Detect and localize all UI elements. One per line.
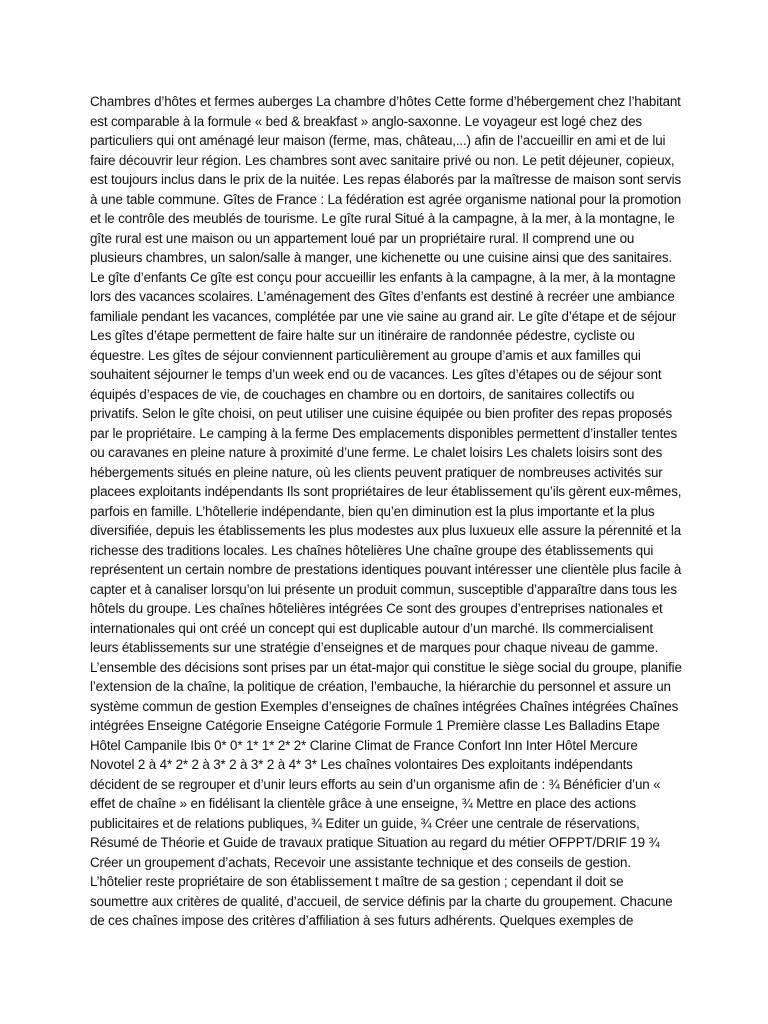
body-paragraph: Chambres d’hôtes et fermes auberges La chambre d’hôtes Cette forme d’hébergement chez l’habitant est comparable à la formule « bed & breakfast » anglo-saxonne. Le voyageur est logé chez des particuliers qui ont aménagé leur maison (ferme, mas, château,...) afin de l’accueillir en ami et de lui faire découvrir leur région. Les chambres sont avec sanitaire privé ou non. Le petit déjeuner, copieux, est toujours inclus dans le prix de la nuitée. Les repas élaborés par la maîtresse de maison sont servis à une table commune. Gîtes de France : La fédération est agrée organisme national pour la promotion et le contrôle des meublés de tourisme. Le gîte rural Situé à la campagne, à la mer, à la montagne, le gîte rural est une maison ou un appartement loué par un propriétaire rural. Il comprend une ou plusieurs chambres, un salon/salle à manger, une kichenette ou une cuisine ainsi que des sanitaires. Le gîte d’enfants Ce gîte est conçu pour accueillir les enfants à la campagne, à la mer, à la montagne lors des vacances scolaires. L’aménagement des Gîtes d’enfants est destiné à recréer une ambiance familiale pendant les vacances, complétée par une vie saine au grand air. Le gîte d’étape et de séjour Les gîtes d’étape permettent de faire halte sur un itinéraire de randonnée pédestre, cycliste ou équestre. Les gîtes de séjour conviennent particulièrement au groupe d’amis et aux familles qui souhaitent séjourner le temps d’un week end ou de vacances. Les gîtes d’étapes ou de séjour sont équipés d’espaces de vie, de couchages en chambre ou en dortoirs, de sanitaires collectifs ou privatifs. Selon le gîte choisi, on peut utiliser une cuisine équipée ou bien profiter des repas proposés par le propriétaire. Le camping à la ferme Des emplacements disponibles permettent d’installer tentes ou caravanes en pleine nature à proximité d’une ferme. Le chalet loisirs Les chalets loisirs sont des hébergements situés en pleine nature, où les clients peuvent pratiquer de nombreuses activités sur placees exploitants indépendants Ils sont propriétaires de leur établissement qu’ils gèrent eux-mêmes, parfois en famille. L’hôtellerie indépendante, bien qu’en diminution est la plus importante et la plus diversifiée, depuis les établissements les plus modestes aux plus luxueux elle assure la pérennité et la richesse des traditions locales. Les chaînes hôtelières Une chaîne groupe des établissements qui représentent un certain nombre de prestations identiques pouvant intéresser une clientèle plus facile à capter et à canaliser lorsqu’on lui présente un produit commun, susceptible d’apparaître dans tous les hôtels du groupe. Les chaînes hôtelières intégrées Ce sont des groupes d’entreprises nationales et internationales qui ont créé un concept qui est duplicable autour d’un marché. Ils commercialisent leurs établissements sur une stratégie d’enseignes et de marques pour chaque niveau de gamme. L’ensemble des décisions sont prises par un état-major qui constitue le siège social du groupe, planifie l’extension de la chaîne, la politique de création, l’embauche, la hiérarchie du personnel et assure un système commun de gestion Exemples d’enseignes de chaînes intégrées Chaînes intégrées Chaînes intégrées Enseigne Catégorie Enseigne Catégorie Formule 1 Première classe Les Balladins Etape Hôtel Campanile Ibis 0* 0* 1* 1* 2* 2* Clarine Climat de France Confort Inn Inter Hôtel Mercure Novotel 2 à 4* 2* 2 à 3* 2 à 3* 2 à 4* 3* Les chaînes volontaires Des exploitants indépendants décident de se regrouper et d’unir leurs efforts au sein d’un organisme afin de : ¾ Bénéficier d’un « effet de chaîne » en fidélisant la clientèle grâce à une enseigne, ¾ Mettre en place des actions publicitaires et de relations publiques, ¾ Editer un guide, ¾ Créer une centrale de réservations, Résumé de Théorie et Guide de travaux pratique Situation au regard du métier OFPPT/DRIF 19 ¾ Créer un groupement d’achats, Recevoir une assistante technique et des conseils de gestion. L’hôtelier reste propriétaire de son établissement t maître de sa gestion ; cependant il doit se soumettre aux critères de qualité, d’accueil, de service définis par la charte du groupement. Chacune de ces chaînes impose des critères d’affiliation à ses futurs adhérents. Quelques exemples de — [90, 94, 682, 928]
